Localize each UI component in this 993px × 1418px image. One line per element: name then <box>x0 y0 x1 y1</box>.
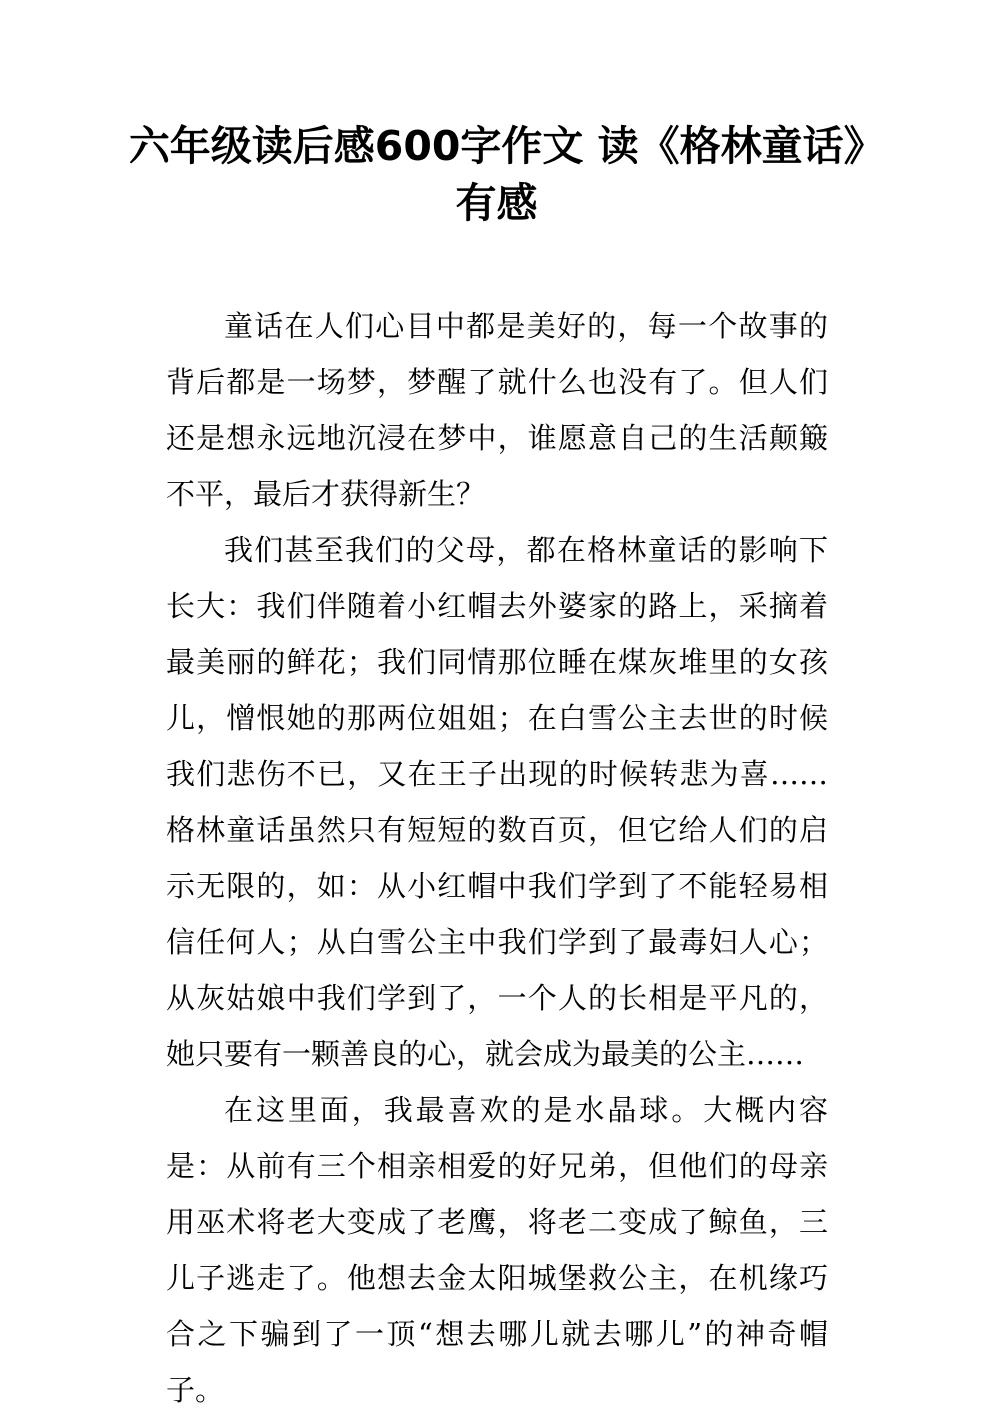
paragraph-3: 在这里面，我最喜欢的是水晶球。大概内容是：从前有三个相亲相爱的好兄弟，但他们的母亲用巫术将老大变成了老鹰，将老二变成了鲸鱼，三儿子逃走了。他想去金太阳城堡救公主，在机缘巧合之下骗到了一顶“想去哪儿就去哪儿”的神奇帽子。 <box>166 1093 828 1407</box>
document-body <box>166 298 828 1418</box>
paragraph-1: 童话在人们心目中都是美好的，每一个故事的背后都是一场梦，梦醒了就什么也没有了。但人们还是想永远地沉浸在梦中，谁愿意自己的生活颠簸不平，最后才获得新生？ <box>166 309 828 511</box>
paragraph-2: 我们甚至我们的父母，都在格林童话的影响下长大：我们伴随着小红帽去外婆家的路上，采摘着最美丽的鲜花；我们同情那位睡在煤灰堆里的女孩儿，憎恨她的那两位姐姐；在白雪公主去世的时候我们悲伤不已，又在王子出现的时候转悲为喜……格林童话虽然只有短短的数百页，但它给人们的启示无限的，如：从小红帽中我们学到了不能轻易相信任何人；从白雪公主中我们学到了最毒妇人心；从灰姑娘中我们学到了，一个人的长相是平凡的，她只要有一颗善良的心，就会成为最美的公主…… <box>166 533 828 1071</box>
document-title: 六年级读后感600字作文 读《格林童话》有感 <box>128 122 865 227</box>
